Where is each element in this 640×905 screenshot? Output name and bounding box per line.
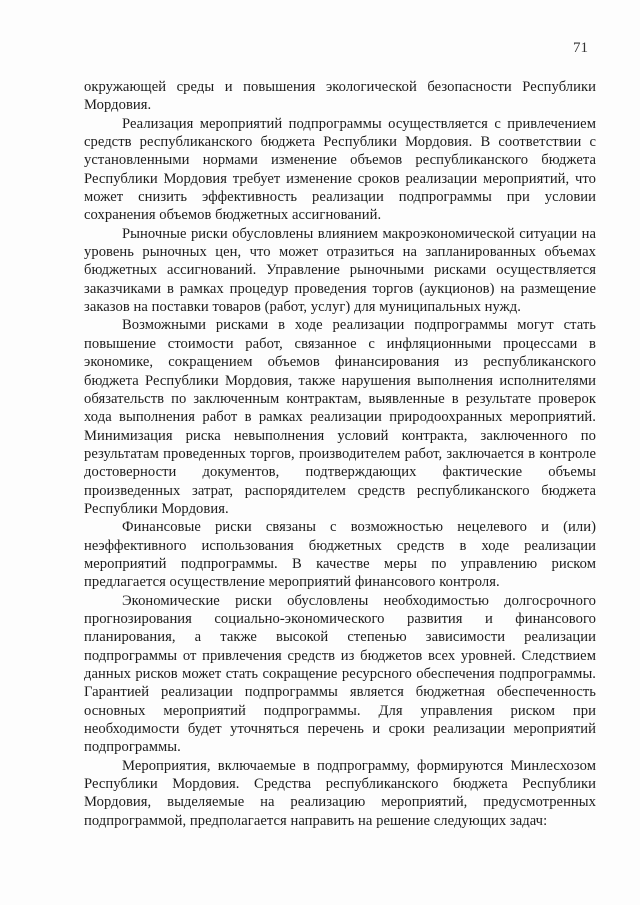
paragraph: Экономические риски обусловлены необходимостью долгосрочного прогнозирования социально-экономического развития и финансового планирования, а также высокой степенью зависимости реализации подпрограммы от привлечения средств из бюджетов всех уровней. Следствием данных рисков может стать сокращение ресурсного обеспечения подпрограммы. Гарантией реализации подпрограммы является бюджетная обеспеченность основных мероприятий подпрограммы. Для управления риском при необходимости будет уточняться перечень и сроки реализации мероприятий подпрограммы.: [84, 592, 596, 756]
paragraph: Мероприятия, включаемые в подпрограмму, формируются Минлесхозом Республики Мордовия. Средства республиканского бюджета Республики Мордовия, выделяемые на реализацию мероприятий, предусмотренных подпрограммой, предполагается направить на решение следующих задач:: [84, 757, 596, 829]
paragraph: окружающей среды и повышения экологической безопасности Республики Мордовия.: [84, 79, 596, 114]
paragraph: Возможными рисками в ходе реализации подпрограммы могут стать повышение стоимости работ, связанное с инфляционными процессами в экономике, сокращением объемов финансирования из республиканского бюджета Республики Мордовия, также нарушения выполнения исполнителями обязательств по заключенным контрактам, выявленные в результате проверок хода выполнения работ в рамках реализации природоохранных мероприятий. Минимизация риска невыполнения условий контракта, заключенного по результатам проведенных торгов, производителем работ, заключается в контроле достоверности документов, подтверждающих фактические объемы произведенных затрат, распорядителем средств республиканского бюджета Республики Мордовия.: [84, 317, 596, 517]
paragraph: Реализация мероприятий подпрограммы осуществляется с привлечением средств республиканского бюджета Республики Мордовия. В соответствии с установленными нормами изменение объемов республиканского бюджета Республики Мордовия требует изменение сроков реализации мероприятий, что может снизить эффективность реализации подпрограммы при условии сохранения объемов бюджетных ассигнований.: [84, 115, 596, 224]
document-body: [84, 78, 596, 830]
page-number: 71: [573, 40, 588, 56]
paragraph: Рыночные риски обусловлены влиянием макроэкономической ситуации на уровень рыночных цен, что может отразиться на запланированных объемах бюджетных ассигнований. Управление рыночными рисками осуществляется заказчиками в рамках процедур проведения торгов (аукционов) на размещение заказов на поставки товаров (работ, услуг) для муниципальных нужд.: [84, 225, 596, 316]
paragraph: Финансовые риски связаны с возможностью нецелевого и (или) неэффективного использования бюджетных средств в ходе реализации мероприятий подпрограммы. В качестве меры по управлению риском предлагается осуществление мероприятий финансового контроля.: [84, 519, 596, 591]
